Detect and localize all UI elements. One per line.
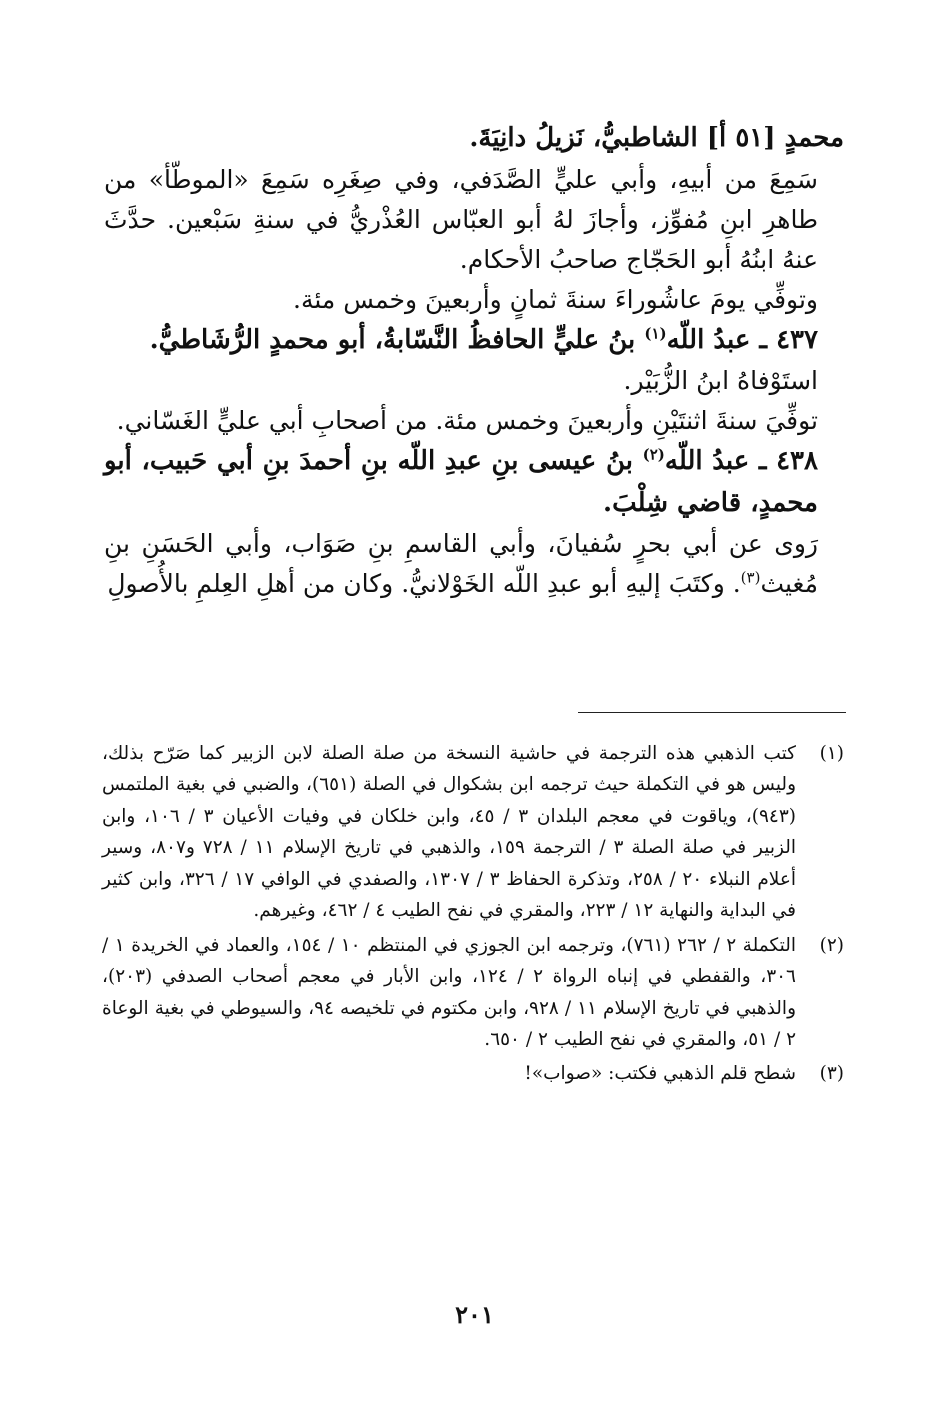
- entry-438-title: ٤٣٨ ـ عبدُ اللّه: [664, 446, 818, 477]
- footnote-number: (٢): [819, 934, 844, 956]
- footnote-ref-3: (٣): [740, 569, 761, 588]
- entry-438-heading: [104, 441, 844, 524]
- footnote-text: شطح قلم الذهبي فكتب: «صواب»!: [524, 1063, 796, 1085]
- paragraph: وتوفِّي يومَ عاشُوراءَ سنةَ ثمانٍ وأربعينَ وخمس مئة.: [293, 284, 818, 314]
- paragraph-part: . وكتَبَ إليهِ أبو عبدِ اللّه الخَوْلانيُّ. وكان من أهلِ العِلمِ بالأُصولِ: [107, 569, 741, 599]
- paragraph: سَمِعَ من أبيهِ، وأبي عليٍّ الصَّدَفي، وفي صِغَرِه سَمِعَ «الموطّأ» من طاهرِ ابنِ مُفوِّز، وأجازَ لهُ أبو العبّاس العُذْريُّ في سنةِ سَبْعين. حدَّثَ عنهُ ابنُهُ أبو الحَجّاج صاحبُ الأحكام.: [104, 164, 818, 274]
- footnote-text: كتب الذهبي هذه الترجمة في حاشية النسخة من صلة الصلة لابن الزبير كما صَرّح بذلك، وليس هو في التكملة حيث ترجمه ابن بشكوال في الصلة (٦٥١)، والضبي في بغية الملتمس (٩٤٣)، وياقوت في معجم البلدان ٣ / ٤٥، وابن خلكان في وفيات الأعيان ٣ / ١٠٦، وابن الزبير في صلة الصلة ٣ / الترجمة ١٥٩، والذهبي في تاريخ الإسلام ١١ / ٧٢٨ و٨٠٧، وسير أعلام النبلاء ٢٠ / ٢٥٨، وتذكرة الحفاظ ٣ / ١٣٠٧، والصفدي في الوافي ١٧ / ٣٢٦، وابن كثير في البداية والنهاية ١٢ / ٢٢٣، والمقري في نفح الطيب ٤ / ٤٦٢، وغيرهم.: [102, 743, 797, 922]
- footnote-ref-2: (٢): [642, 445, 665, 464]
- footnote-number: (١): [819, 743, 844, 764]
- footnote-2: [102, 930, 844, 1056]
- entry-437-title: ٤٣٧ ـ عبدُ اللّه: [666, 324, 818, 355]
- footnotes: [102, 738, 844, 1093]
- entry-438-name: بنُ عيسى بنِ عبدِ اللّه بنِ أحمدَ بنِ أبي حَبيب، أبو محمدٍ، قاضي شِلْبَ.: [104, 446, 818, 518]
- footnote-ref-1: (١): [644, 323, 667, 342]
- footnote-text: التكملة ٢ / ٢٦٢ (٧٦١)، وترجمه ابن الجوزي في المنتظم ١٠ / ١٥٤، والعماد في الخريدة ١ / ٣٠٦، والقفطي في إنباه الرواة ٢ / ١٢٤، وابن الأبار في معجم أصحاب الصدفي (٢٠٣)، والذهبي في تاريخ الإسلام ١١ / ٩٢٨، وابن مكتوم في تلخيصه ٩٤، والسيوطي في بغية الوعاة ٢ / ٥١، والمقري في نفح الطيب ٢ / ٦٥٠.: [102, 934, 796, 1050]
- page-number: ٢٠١: [455, 1300, 494, 1329]
- entry-437-name: بنُ عليٍّ الحافظُ النَّسّابةُ، أبو محمدٍ الرُّشَاطيُّ.: [149, 324, 645, 355]
- footnote-1: [102, 738, 844, 927]
- paragraph: استَوْفاهُ ابنُ الزُّبَيْر.: [623, 366, 818, 396]
- main-text: [104, 118, 844, 604]
- paragraph-part: رَوى عن أبي بحرٍ سُفيانَ، وأبي القاسمِ بنِ صَوَاب، وأبي الحَسَنِ بنِ مُغيث: [104, 529, 818, 599]
- entry-437-heading: [104, 320, 844, 362]
- footnote-separator: [578, 712, 846, 713]
- footnote-3: [102, 1058, 844, 1089]
- paragraph: توفِّيَ سنةَ اثنتَيْنِ وأربعينَ وخمس مئة. من أصحابِ أبي عليٍّ الغَسّاني.: [116, 406, 818, 436]
- footnote-number: (٣): [819, 1063, 844, 1085]
- paragraph: [104, 524, 844, 604]
- entry-continuation-heading: محمدٍ [٥١ أ] الشاطبيُّ، نَزيلُ دانِيَةَ.: [469, 123, 844, 153]
